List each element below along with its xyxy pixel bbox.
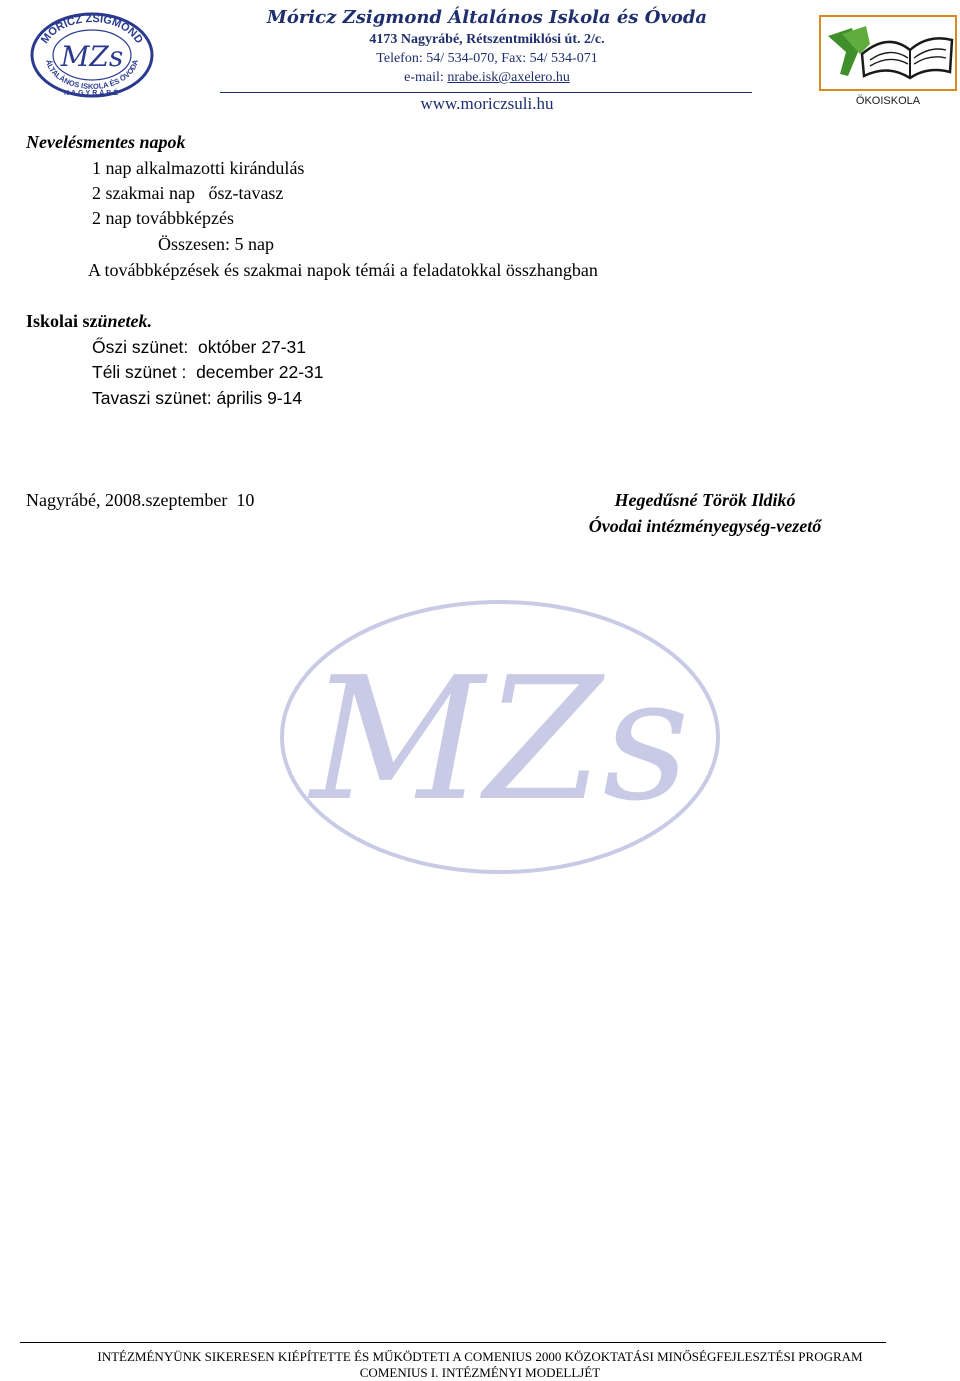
school-seal-icon [30, 12, 154, 98]
signer-title: Óvodai intézményegység-vezető [588, 516, 822, 536]
seal-monogram: MZs [60, 40, 124, 73]
non-teaching-days-title: Nevelésmentes napok [26, 132, 186, 152]
footer-divider [20, 1342, 886, 1343]
seal-place-text: NAGYRÁBÉ [63, 90, 121, 97]
non-teaching-day-item: 1 nap alkalmazotti kirándulás [92, 158, 305, 178]
email-label: e-mail: [404, 70, 448, 85]
footer-text-continued: COMENIUS I. INTÉZMÉNYI MODELLJÉT [359, 1365, 601, 1380]
non-teaching-days-note: A továbbképzések és szakmai napok témái a feladatokkal összhangban [88, 260, 598, 280]
school-breaks-title: Iskolai szünetek. [26, 311, 153, 331]
place-and-date: Nagyrábé, 2008.szeptember 10 [26, 490, 255, 510]
non-teaching-day-item: 2 nap továbbképzés [92, 208, 234, 228]
school-address: 4173 Nagyrábé, Rétszentmiklósi út. 2/c. [369, 32, 605, 47]
school-seal-logo [30, 12, 154, 98]
eco-school-icon [818, 14, 958, 108]
watermark-icon [278, 598, 722, 876]
school-name: Móricz Zsigmond Általános Iskola és Óvoda [266, 7, 708, 28]
letterhead [220, 6, 754, 87]
signer-name: Hegedűsné Török Ildikó [614, 490, 796, 510]
website-link[interactable]: www.moriczsuli.hu [420, 94, 554, 113]
school-break-item: Őszi szünet: október 27-31 [92, 337, 306, 357]
school-phone: Telefon: 54/ 534-070, Fax: 54/ 534-071 [376, 51, 598, 66]
eco-school-logo [818, 14, 958, 108]
seal-bottom-text: ÁLTALÁNOS ISKOLA ÉS ÓVODA [44, 58, 140, 92]
seal-top-text: MÓRICZ ZSIGMOND [38, 12, 146, 46]
eco-school-label: ÖKOISKOLA [855, 95, 921, 107]
school-break-item: Tavaszi szünet: április 9-14 [92, 388, 303, 408]
non-teaching-days-total: Összesen: 5 nap [158, 234, 274, 254]
watermark-monogram: MZs [310, 641, 690, 839]
email-link[interactable]: nrabe.isk@axelero.hu [447, 70, 570, 85]
footer-text: INTÉZMÉNYÜNK SIKERESEN KIÉPÍTETTE ÉS MŰKÖDTETI A COMENIUS 2000 KÖZOKTATÁSI MINŐSÉGFEJLESZTÉSI PROGRAM [97, 1349, 863, 1364]
monogram-watermark [278, 598, 722, 876]
school-email-line [220, 68, 754, 87]
school-break-item: Téli szünet : december 22-31 [92, 362, 324, 382]
non-teaching-day-item: 2 szakmai nap ősz-tavasz [92, 183, 284, 203]
